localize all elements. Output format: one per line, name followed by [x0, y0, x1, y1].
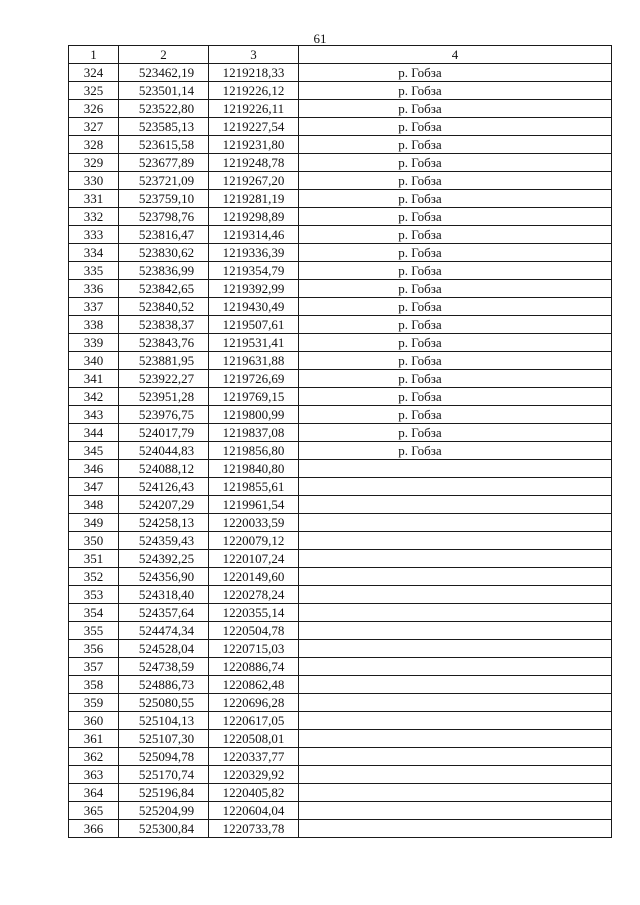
x-coordinate-cell: 524044,83: [119, 442, 209, 460]
point-number-cell: 329: [69, 154, 119, 172]
y-coordinate-cell: 1219961,54: [209, 496, 299, 514]
table-row: [69, 496, 612, 514]
column-header-4: 4: [299, 46, 612, 64]
point-number-cell: 343: [69, 406, 119, 424]
column-header-1: 1: [69, 46, 119, 64]
point-number-cell: 356: [69, 640, 119, 658]
table-row: [69, 658, 612, 676]
description-cell: р. Гобза: [299, 442, 612, 460]
table-row: [69, 172, 612, 190]
point-number-cell: 333: [69, 226, 119, 244]
description-cell: [299, 514, 612, 532]
description-cell: [299, 784, 612, 802]
x-coordinate-cell: 523522,80: [119, 100, 209, 118]
description-cell: р. Гобза: [299, 244, 612, 262]
description-cell: р. Гобза: [299, 424, 612, 442]
y-coordinate-cell: 1220886,74: [209, 658, 299, 676]
y-coordinate-cell: 1219336,39: [209, 244, 299, 262]
point-number-cell: 350: [69, 532, 119, 550]
point-number-cell: 337: [69, 298, 119, 316]
y-coordinate-cell: 1219856,80: [209, 442, 299, 460]
y-coordinate-cell: 1220107,24: [209, 550, 299, 568]
point-number-cell: 359: [69, 694, 119, 712]
description-cell: [299, 586, 612, 604]
x-coordinate-cell: 525170,74: [119, 766, 209, 784]
x-coordinate-cell: 523838,37: [119, 316, 209, 334]
table-row: [69, 226, 612, 244]
x-coordinate-cell: 525094,78: [119, 748, 209, 766]
x-coordinate-cell: 523840,52: [119, 298, 209, 316]
point-number-cell: 353: [69, 586, 119, 604]
table-body: [69, 64, 612, 838]
y-coordinate-cell: 1219314,46: [209, 226, 299, 244]
x-coordinate-cell: 523585,13: [119, 118, 209, 136]
y-coordinate-cell: 1219840,80: [209, 460, 299, 478]
x-coordinate-cell: 523922,27: [119, 370, 209, 388]
point-number-cell: 351: [69, 550, 119, 568]
page-number: 61: [313, 31, 327, 46]
y-coordinate-cell: 1219631,88: [209, 352, 299, 370]
description-cell: р. Гобза: [299, 100, 612, 118]
x-coordinate-cell: 525204,99: [119, 802, 209, 820]
point-number-cell: 354: [69, 604, 119, 622]
x-coordinate-cell: 523798,76: [119, 208, 209, 226]
x-coordinate-cell: 525196,84: [119, 784, 209, 802]
x-coordinate-cell: 523976,75: [119, 406, 209, 424]
x-coordinate-cell: 524017,79: [119, 424, 209, 442]
x-coordinate-cell: 524356,90: [119, 568, 209, 586]
table-row: [69, 64, 612, 82]
x-coordinate-cell: 524088,12: [119, 460, 209, 478]
table-row: [69, 622, 612, 640]
description-cell: [299, 730, 612, 748]
table-row: [69, 604, 612, 622]
table-row: [69, 370, 612, 388]
x-coordinate-cell: 523721,09: [119, 172, 209, 190]
y-coordinate-cell: 1219218,33: [209, 64, 299, 82]
point-number-cell: 364: [69, 784, 119, 802]
table-row: [69, 460, 612, 478]
description-cell: р. Гобза: [299, 118, 612, 136]
point-number-cell: 332: [69, 208, 119, 226]
table-row: [69, 208, 612, 226]
description-cell: [299, 658, 612, 676]
y-coordinate-cell: 1219231,80: [209, 136, 299, 154]
table-row: [69, 802, 612, 820]
description-cell: [299, 676, 612, 694]
description-cell: р. Гобза: [299, 136, 612, 154]
y-coordinate-cell: 1220033,59: [209, 514, 299, 532]
description-cell: [299, 622, 612, 640]
y-coordinate-cell: 1219248,78: [209, 154, 299, 172]
table-row: [69, 442, 612, 460]
table-row: [69, 532, 612, 550]
table-row: [69, 730, 612, 748]
point-number-cell: 327: [69, 118, 119, 136]
description-cell: р. Гобза: [299, 208, 612, 226]
y-coordinate-cell: 1220329,92: [209, 766, 299, 784]
description-cell: [299, 604, 612, 622]
x-coordinate-cell: 525300,84: [119, 820, 209, 838]
point-number-cell: 341: [69, 370, 119, 388]
y-coordinate-cell: 1219800,99: [209, 406, 299, 424]
x-coordinate-cell: 523759,10: [119, 190, 209, 208]
point-number-cell: 325: [69, 82, 119, 100]
table-row: [69, 478, 612, 496]
description-cell: р. Гобза: [299, 352, 612, 370]
table-row: [69, 388, 612, 406]
y-coordinate-cell: 1219531,41: [209, 334, 299, 352]
x-coordinate-cell: 524392,25: [119, 550, 209, 568]
y-coordinate-cell: 1220504,78: [209, 622, 299, 640]
table-row: [69, 334, 612, 352]
description-cell: р. Гобза: [299, 154, 612, 172]
x-coordinate-cell: 523816,47: [119, 226, 209, 244]
table-row: [69, 118, 612, 136]
table-row: [69, 316, 612, 334]
table-row: [69, 640, 612, 658]
description-cell: р. Гобза: [299, 370, 612, 388]
x-coordinate-cell: 524318,40: [119, 586, 209, 604]
x-coordinate-cell: 524528,04: [119, 640, 209, 658]
y-coordinate-cell: 1220337,77: [209, 748, 299, 766]
coordinates-table: [68, 45, 612, 838]
table-row: [69, 406, 612, 424]
point-number-cell: 338: [69, 316, 119, 334]
point-number-cell: 355: [69, 622, 119, 640]
point-number-cell: 346: [69, 460, 119, 478]
x-coordinate-cell: 525080,55: [119, 694, 209, 712]
description-cell: р. Гобза: [299, 298, 612, 316]
description-cell: р. Гобза: [299, 190, 612, 208]
table-row: [69, 136, 612, 154]
table-row: [69, 100, 612, 118]
description-cell: р. Гобза: [299, 64, 612, 82]
y-coordinate-cell: 1219769,15: [209, 388, 299, 406]
point-number-cell: 330: [69, 172, 119, 190]
description-cell: [299, 694, 612, 712]
table-row: [69, 820, 612, 838]
x-coordinate-cell: 524126,43: [119, 478, 209, 496]
table-row: [69, 298, 612, 316]
x-coordinate-cell: 524738,59: [119, 658, 209, 676]
point-number-cell: 348: [69, 496, 119, 514]
point-number-cell: 344: [69, 424, 119, 442]
point-number-cell: 326: [69, 100, 119, 118]
description-cell: р. Гобза: [299, 226, 612, 244]
y-coordinate-cell: 1220862,48: [209, 676, 299, 694]
x-coordinate-cell: 525104,13: [119, 712, 209, 730]
table-row: [69, 784, 612, 802]
description-cell: р. Гобза: [299, 172, 612, 190]
x-coordinate-cell: 524359,43: [119, 532, 209, 550]
y-coordinate-cell: 1219226,11: [209, 100, 299, 118]
description-cell: [299, 550, 612, 568]
point-number-cell: 357: [69, 658, 119, 676]
y-coordinate-cell: 1220508,01: [209, 730, 299, 748]
point-number-cell: 328: [69, 136, 119, 154]
y-coordinate-cell: 1220604,04: [209, 802, 299, 820]
point-number-cell: 345: [69, 442, 119, 460]
description-cell: р. Гобза: [299, 82, 612, 100]
x-coordinate-cell: 524207,29: [119, 496, 209, 514]
point-number-cell: 339: [69, 334, 119, 352]
point-number-cell: 366: [69, 820, 119, 838]
description-cell: [299, 460, 612, 478]
table-row: [69, 766, 612, 784]
point-number-cell: 334: [69, 244, 119, 262]
x-coordinate-cell: 524886,73: [119, 676, 209, 694]
coordinates-table-container: [68, 45, 612, 838]
point-number-cell: 335: [69, 262, 119, 280]
point-number-cell: 331: [69, 190, 119, 208]
y-coordinate-cell: 1220149,60: [209, 568, 299, 586]
y-coordinate-cell: 1220079,12: [209, 532, 299, 550]
y-coordinate-cell: 1219430,49: [209, 298, 299, 316]
description-cell: [299, 820, 612, 838]
description-cell: [299, 766, 612, 784]
table-row: [69, 82, 612, 100]
x-coordinate-cell: 524357,64: [119, 604, 209, 622]
description-cell: р. Гобза: [299, 262, 612, 280]
point-number-cell: 340: [69, 352, 119, 370]
y-coordinate-cell: 1219267,20: [209, 172, 299, 190]
point-number-cell: 362: [69, 748, 119, 766]
x-coordinate-cell: 524258,13: [119, 514, 209, 532]
point-number-cell: 363: [69, 766, 119, 784]
y-coordinate-cell: 1220715,03: [209, 640, 299, 658]
x-coordinate-cell: 523843,76: [119, 334, 209, 352]
y-coordinate-cell: 1219281,19: [209, 190, 299, 208]
table-header-row: [69, 46, 612, 64]
point-number-cell: 365: [69, 802, 119, 820]
table-row: [69, 154, 612, 172]
y-coordinate-cell: 1219837,08: [209, 424, 299, 442]
x-coordinate-cell: 523836,99: [119, 262, 209, 280]
table-row: [69, 550, 612, 568]
y-coordinate-cell: 1219298,89: [209, 208, 299, 226]
x-coordinate-cell: 523615,58: [119, 136, 209, 154]
point-number-cell: 336: [69, 280, 119, 298]
point-number-cell: 360: [69, 712, 119, 730]
point-number-cell: 349: [69, 514, 119, 532]
description-cell: [299, 532, 612, 550]
description-cell: р. Гобза: [299, 316, 612, 334]
table-row: [69, 676, 612, 694]
y-coordinate-cell: 1220355,14: [209, 604, 299, 622]
description-cell: [299, 802, 612, 820]
table-row: [69, 244, 612, 262]
description-cell: [299, 712, 612, 730]
description-cell: [299, 748, 612, 766]
y-coordinate-cell: 1220405,82: [209, 784, 299, 802]
description-cell: [299, 568, 612, 586]
description-cell: р. Гобза: [299, 280, 612, 298]
table-row: [69, 352, 612, 370]
y-coordinate-cell: 1220696,28: [209, 694, 299, 712]
x-coordinate-cell: 525107,30: [119, 730, 209, 748]
x-coordinate-cell: 523462,19: [119, 64, 209, 82]
table-row: [69, 712, 612, 730]
table-row: [69, 568, 612, 586]
x-coordinate-cell: 523881,95: [119, 352, 209, 370]
description-cell: [299, 478, 612, 496]
x-coordinate-cell: 523830,62: [119, 244, 209, 262]
x-coordinate-cell: 523501,14: [119, 82, 209, 100]
y-coordinate-cell: 1220278,24: [209, 586, 299, 604]
x-coordinate-cell: 523842,65: [119, 280, 209, 298]
x-coordinate-cell: 523951,28: [119, 388, 209, 406]
description-cell: [299, 496, 612, 514]
column-header-3: 3: [209, 46, 299, 64]
description-cell: [299, 640, 612, 658]
table-row: [69, 694, 612, 712]
point-number-cell: 342: [69, 388, 119, 406]
table-row: [69, 586, 612, 604]
table-row: [69, 748, 612, 766]
y-coordinate-cell: 1219855,61: [209, 478, 299, 496]
point-number-cell: 358: [69, 676, 119, 694]
y-coordinate-cell: 1219726,69: [209, 370, 299, 388]
description-cell: р. Гобза: [299, 334, 612, 352]
y-coordinate-cell: 1219507,61: [209, 316, 299, 334]
point-number-cell: 361: [69, 730, 119, 748]
description-cell: р. Гобза: [299, 388, 612, 406]
y-coordinate-cell: 1219392,99: [209, 280, 299, 298]
point-number-cell: 347: [69, 478, 119, 496]
x-coordinate-cell: 524474,34: [119, 622, 209, 640]
table-row: [69, 262, 612, 280]
table-row: [69, 514, 612, 532]
point-number-cell: 324: [69, 64, 119, 82]
description-cell: р. Гобза: [299, 406, 612, 424]
column-header-2: 2: [119, 46, 209, 64]
table-row: [69, 190, 612, 208]
y-coordinate-cell: 1220733,78: [209, 820, 299, 838]
table-row: [69, 424, 612, 442]
y-coordinate-cell: 1219354,79: [209, 262, 299, 280]
table-row: [69, 280, 612, 298]
x-coordinate-cell: 523677,89: [119, 154, 209, 172]
y-coordinate-cell: 1220617,05: [209, 712, 299, 730]
point-number-cell: 352: [69, 568, 119, 586]
y-coordinate-cell: 1219227,54: [209, 118, 299, 136]
y-coordinate-cell: 1219226,12: [209, 82, 299, 100]
